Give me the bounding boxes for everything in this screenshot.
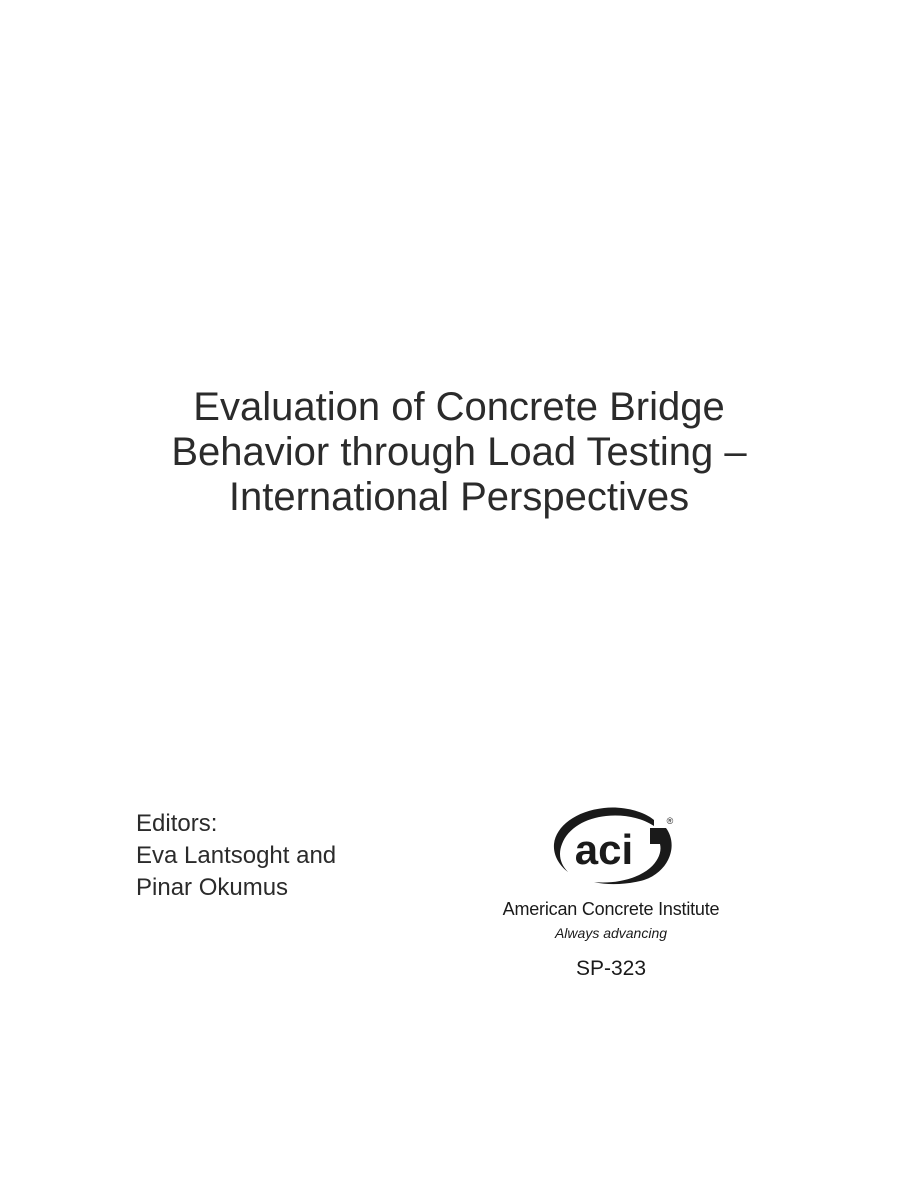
publisher-name: American Concrete Institute <box>502 899 720 919</box>
editors-block <box>136 808 336 904</box>
book-title-line-3: International Perspectives <box>228 475 690 519</box>
editors-heading: Editors: <box>136 810 218 837</box>
aci-logo <box>546 806 676 890</box>
aci-logo-text: aci <box>574 826 634 873</box>
book-title <box>0 385 918 520</box>
publisher-block <box>480 806 742 982</box>
editor-line-1: Eva Lantsoght and <box>136 842 337 869</box>
book-title-line-2: Behavior through Load Testing – <box>171 430 747 474</box>
editor-line-2: Pinar Okumus <box>136 874 289 901</box>
registered-mark: ® <box>666 816 674 826</box>
book-title-line-1: Evaluation of Concrete Bridge <box>193 385 725 429</box>
publisher-tagline: Always advancing <box>554 925 668 941</box>
publication-number: SP-323 <box>575 957 647 980</box>
